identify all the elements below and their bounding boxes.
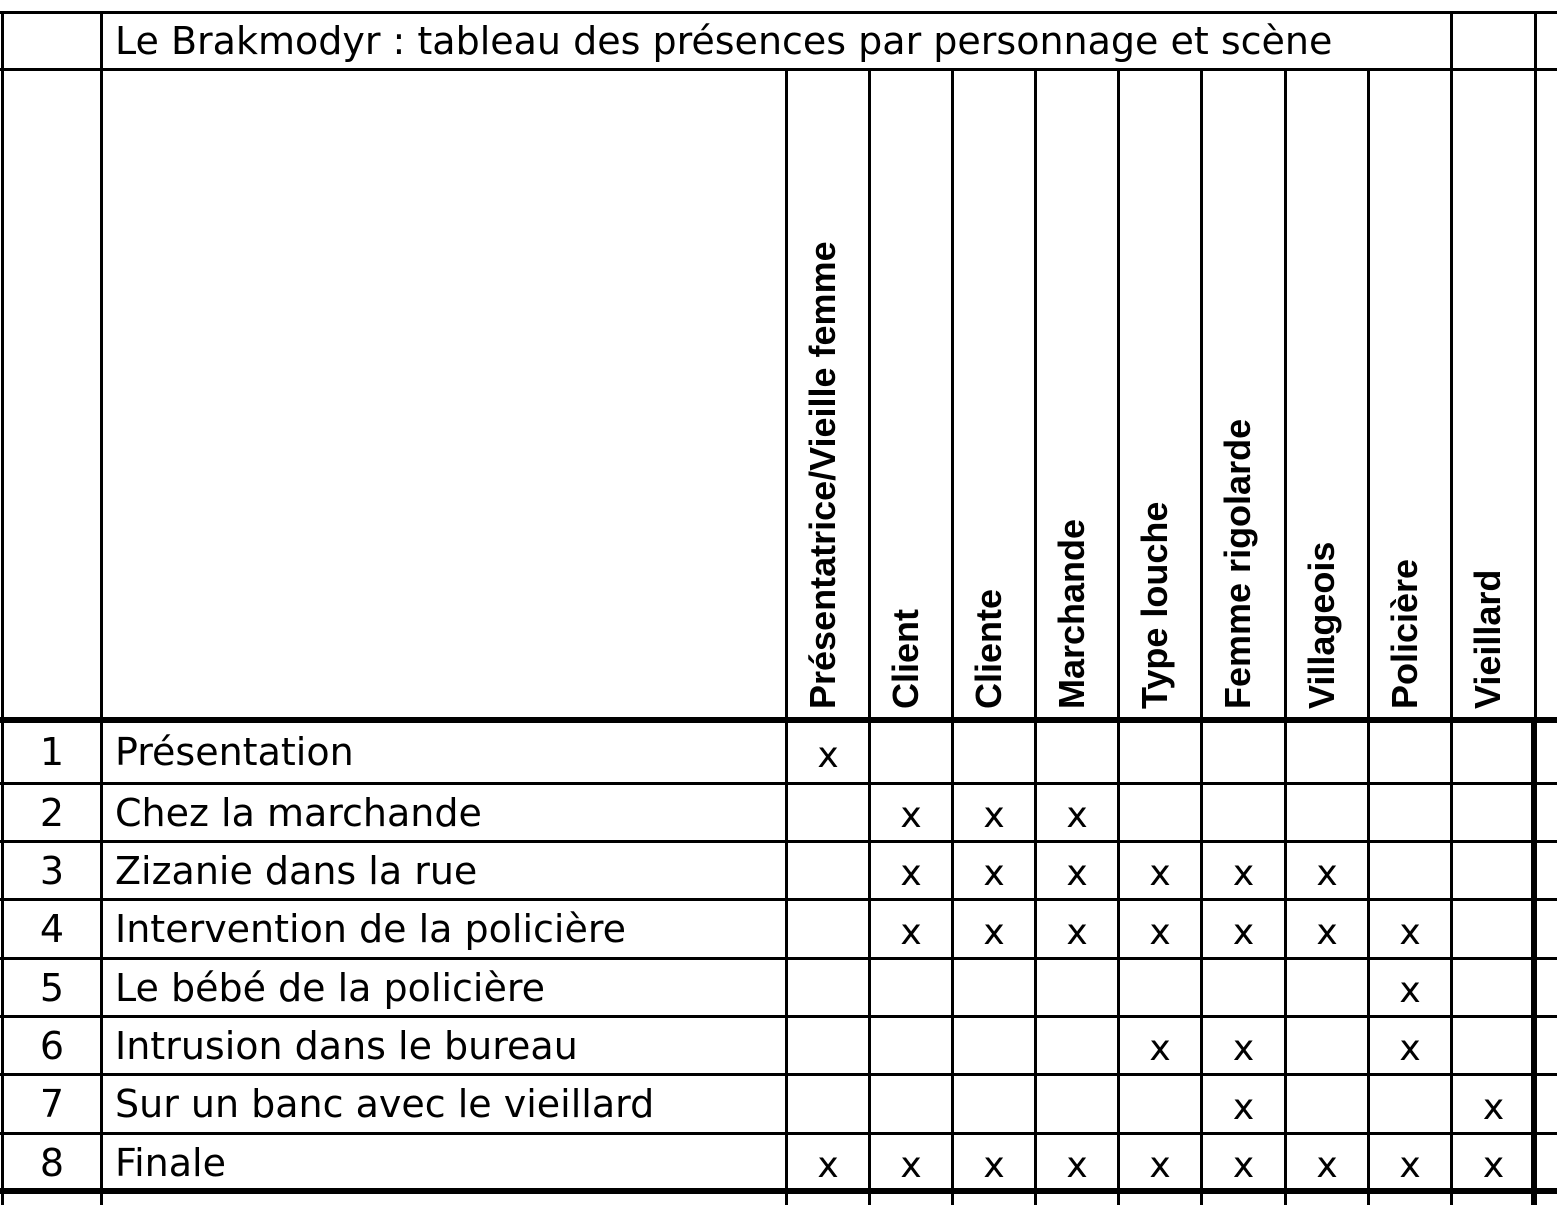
presence-cell[interactable]: x [1399,1145,1421,1186]
presence-cell[interactable] [1453,960,1534,1015]
presence-cell[interactable]: x [1482,1145,1505,1186]
grid-line-top [0,11,1557,14]
scene-name[interactable]: Intrusion dans le bureau [115,1023,578,1068]
character-header[interactable] [952,71,1035,717]
presence-cell[interactable]: x [1482,1086,1505,1128]
presence-cell[interactable] [1120,1076,1200,1132]
presence-cell[interactable] [1287,722,1367,782]
presence-cell[interactable] [1037,960,1117,1015]
character-header[interactable] [786,71,869,717]
presence-cell[interactable]: x [1066,911,1088,953]
presence-cell[interactable]: x [817,1145,839,1186]
presence-cell[interactable]: x [900,1145,922,1186]
table-title[interactable]: Le Brakmodyr : tableau des présences par personnage et scène [115,19,1333,63]
presence-cell[interactable] [1120,785,1200,840]
character-header-label: Type louche [1133,501,1175,709]
presence-cell[interactable] [788,843,868,898]
presence-cell[interactable] [1120,722,1200,782]
presence-cell[interactable]: x [1232,1145,1255,1186]
presence-cell[interactable]: x [1066,1145,1088,1186]
presence-cell[interactable]: x [1232,911,1255,953]
presence-cell[interactable] [1120,960,1200,1015]
presence-cell[interactable] [788,1076,868,1132]
presence-cell[interactable] [1370,785,1450,840]
presence-cell[interactable] [1203,960,1284,1015]
character-header[interactable] [1451,71,1535,717]
presence-cell[interactable] [788,785,868,840]
presence-cell[interactable]: x [900,911,922,953]
presence-cell[interactable]: x [1149,853,1171,894]
presence-cell[interactable]: x [983,1145,1005,1186]
scene-name[interactable]: Présentation [115,730,354,774]
character-header[interactable] [1118,71,1201,717]
scene-name[interactable]: Chez la marchande [115,790,482,835]
presence-cell[interactable] [954,1018,1034,1073]
presence-cell[interactable] [1370,843,1450,898]
presence-cell[interactable] [954,960,1034,1015]
presence-cell[interactable]: x [1316,1145,1338,1186]
scene-number[interactable]: 8 [39,1140,65,1185]
presence-cell[interactable] [788,901,868,957]
character-header[interactable] [869,71,952,717]
presence-cell[interactable]: x [1149,911,1171,953]
scene-number[interactable]: 5 [39,965,65,1010]
presence-cell[interactable]: x [1316,911,1338,953]
presence-cell[interactable] [1287,785,1367,840]
presence-cell[interactable]: x [1232,1086,1255,1128]
presence-cell[interactable]: x [1232,853,1255,894]
presence-cell[interactable]: x [900,853,922,894]
presence-cell[interactable] [1287,960,1367,1015]
character-header-label: Marchande [1050,518,1092,709]
scene-number[interactable]: 3 [39,848,65,893]
presence-cell[interactable]: x [1232,1028,1255,1069]
presence-cell[interactable] [1370,1076,1450,1132]
presence-cell[interactable] [1287,1018,1367,1073]
presence-cell[interactable]: x [1399,970,1421,1011]
presence-cell[interactable] [871,960,951,1015]
scene-number[interactable]: 4 [39,907,65,951]
character-header[interactable] [1035,71,1118,717]
character-header-label: Vieillard [1467,569,1508,709]
character-header[interactable] [1201,71,1285,717]
scene-name[interactable]: Zizanie dans la rue [115,848,478,893]
presence-cell[interactable]: x [983,795,1005,836]
presence-cell[interactable] [871,722,951,782]
scene-number[interactable]: 1 [39,730,65,774]
scene-name[interactable]: Intervention de la policière [115,907,626,951]
presence-cell[interactable]: x [1149,1028,1171,1069]
scene-name[interactable]: Finale [115,1140,226,1185]
presence-cell[interactable] [1453,1018,1534,1073]
presence-cell[interactable] [1037,1018,1117,1073]
presence-cell[interactable] [871,1076,951,1132]
character-header-label: Présentatrice/Vieille femme [801,241,843,709]
presence-cell[interactable]: x [1399,1028,1421,1069]
presence-cell[interactable]: x [1066,795,1088,836]
presence-cell[interactable]: x [1066,853,1088,894]
grid-line-title-divider [1450,11,1453,71]
presence-cell[interactable] [871,1018,951,1073]
character-header[interactable] [1285,71,1368,717]
presence-cell[interactable] [1370,722,1450,782]
presence-cell[interactable] [1453,901,1534,957]
presence-cell[interactable]: x [1399,911,1421,953]
character-header-label: Villageois [1300,541,1342,709]
character-header-label: Cliente [967,588,1009,709]
character-header[interactable] [1368,71,1451,717]
presence-cell[interactable] [1203,722,1284,782]
character-header-label: Femme rigolarde [1217,418,1258,709]
presence-cell[interactable] [1203,785,1284,840]
presence-cell[interactable] [788,960,868,1015]
presence-cell[interactable] [1037,722,1117,782]
scene-number[interactable]: 6 [39,1023,65,1068]
presence-cell[interactable] [1287,1076,1367,1132]
scene-name[interactable]: Le bébé de la policière [115,965,546,1010]
presence-cell[interactable]: x [1149,1145,1171,1186]
presence-cell[interactable] [954,1076,1034,1132]
character-header-label: Policière [1383,558,1425,709]
scene-number[interactable]: 2 [39,790,65,835]
presence-cell[interactable]: x [1316,853,1338,894]
presence-cell[interactable] [954,722,1034,782]
presence-cell[interactable] [1453,722,1534,782]
presence-cell[interactable] [1037,1076,1117,1132]
presence-cell[interactable]: x [900,795,922,836]
presence-cell[interactable]: x [983,911,1005,953]
scene-name[interactable]: Sur un banc avec le vieillard [115,1082,655,1126]
presence-cell[interactable]: x [983,853,1005,894]
character-header-label: Client [884,608,926,709]
presence-cell[interactable] [788,1018,868,1073]
presence-cell[interactable] [1453,843,1534,898]
presence-cell[interactable] [1453,785,1534,840]
presence-cell[interactable]: x [817,734,839,776]
scene-number[interactable]: 7 [39,1082,65,1126]
